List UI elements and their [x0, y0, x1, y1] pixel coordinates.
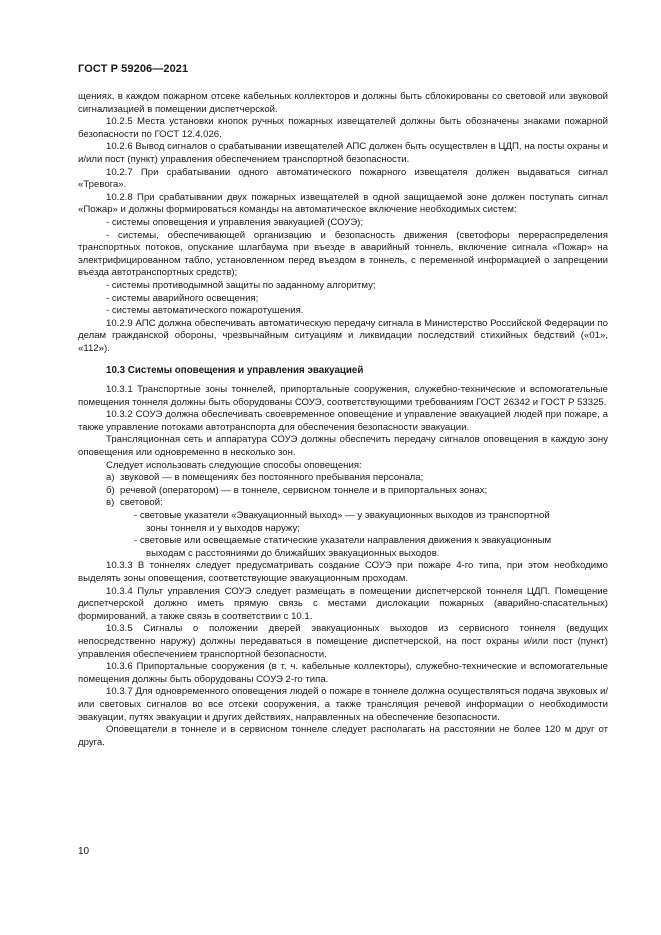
- sub-list-item: выходам с расстояниями до ближайших эвакуационных выходов.: [146, 547, 440, 559]
- paragraph: Следует использовать следующие способы оповещения:: [106, 459, 362, 471]
- paragraph: 10.3.7 Для одновременного оповещения людей о пожаре в тоннеле должна осуществляться подача звуковых и/или световых сигналов во все отсеки сооружения, а также трансляция речевой информации о необходимости эвакуации, путях эвакуации и других действиях, направленных на обеспечение безопасности.: [78, 686, 608, 723]
- paragraph: 10.2.8 При срабатывании двух пожарных извещателей в одной защищаемой зоне должен поступать сигнал «Пожар» и должны формироваться команды на автоматическое включение необходимых систем:: [78, 191, 608, 216]
- list-item: [78, 472, 608, 485]
- paragraph: 10.3.1 Транспортные зоны тоннелей, припортальные сооружения, служебно-технические и вспомогательные помещения тоннеля должны быть оборудованы СОУЭ, соответствующими требованиям ГОСТ 26342 и ГОСТ Р 53325.: [78, 384, 608, 408]
- document-body: [78, 91, 608, 749]
- section-heading: 10.3 Системы оповещения и управления эвакуацией: [106, 365, 364, 377]
- paragraph: 10.2.6 Вывод сигналов о срабатывании извещателей АПС должен быть осуществлен в ЦДП, на посты охраны и и/или пост (пункт) управления обеспечением транспортной безопасности.: [78, 141, 608, 165]
- paragraph: Оповещатели в тоннеле и в сервисном тоннеле следует располагать на расстоянии не более 120 м друг от друга.: [78, 724, 608, 748]
- sub-list-item: - световые указатели «Эвакуационный выход» — у эвакуационных выходов из транспортной: [134, 510, 550, 521]
- paragraph: - системы аварийного освещения;: [106, 292, 259, 304]
- paragraph: 10.3.2 СОУЭ должна обеспечивать своевременное оповещение и управление эвакуацией людей при пожаре, а также управление потоками автотранспорта для обеспечения безопасности эвакуации.: [78, 409, 608, 433]
- document-header: ГОСТ Р 59206—2021: [78, 63, 189, 75]
- list-marker: а): [106, 472, 115, 484]
- paragraph: 10.2.5 Места установки кнопок ручных пожарных извещателей должны быть обозначены знаками пожарной безопасности по ГОСТ 12.4.026.: [78, 116, 608, 140]
- page-number: 10: [78, 846, 90, 857]
- list-text: речевой (оператором) — в тоннеле, сервисном тоннеле и в припортальных зонах;: [120, 484, 488, 496]
- paragraph: 10.3.5 Сигналы о положении дверей эвакуационных выходов из сервисного тоннеля (ведущих непосредственно наружу) должны передаваться в помещение диспетчерской, на пост охраны и/или пост (пункт) управления обеспечением транспортной безопасности.: [78, 623, 608, 660]
- list-text: световой:: [120, 497, 163, 509]
- list-item: [78, 497, 608, 510]
- list-item: [78, 485, 608, 498]
- paragraph: - системы противодымной защиты по заданному алгоритму;: [106, 279, 376, 291]
- paragraph: 10.2.7 При срабатывании одного автоматического пожарного извещателя должен выдаваться сигнал «Тревога».: [78, 166, 608, 191]
- list-text: звуковой — в помещениях без постоянного пребывания персонала;: [120, 472, 424, 484]
- paragraph: 10.2.9 АПС должна обеспечивать автоматическую передачу сигнала в Министерство Российской Федерации по делам гражданской обороны, чрезвычайным ситуациям и ликвидации последствий стихийных бедствий («01», «112»).: [78, 317, 608, 354]
- paragraph: - системы автоматического пожаротушения.: [106, 305, 304, 317]
- sub-list-item: зоны тоннеля и у выходов наружу;: [146, 522, 300, 534]
- paragraph: Трансляционная сеть и аппаратура СОУЭ должны обеспечить передачу сигналов оповещения в каждую зону оповещения или одновременно в несколько зон.: [78, 434, 608, 459]
- sub-list-item: - световые или освещаемые статические указатели направления движения к эвакуационным: [134, 535, 552, 547]
- paragraph: 10.3.4 Пульт управления СОУЭ следует размещать в помещении диспетчерской тоннеля ЦДП. Помещение диспетчерской должно иметь прямую связь с местами дислокации пожарных (аварийно-спасательных) формирований, а также связь в соответствии с 10.1.: [78, 585, 608, 622]
- list-marker: в): [106, 497, 115, 509]
- paragraph: - системы, обеспечивающей организацию и безопасность движения (светофоры перераспределения транспортных потоков, опускание шлагбаума при въезде в аварийный тоннель, включение сигнала «Пожар» на электрифицированном табло, установленном перед въездом в тоннель, с переменной информацией о запрещении въезда автотранспортных средств);: [78, 229, 608, 279]
- paragraph: 10.3.3 В тоннелях следует предусматривать создание СОУЭ при пожаре 4-го типа, при этом необходимо выделять зоны оповещения, соответствующие эвакуационным проходам.: [78, 560, 608, 584]
- paragraph: щениях, в каждом пожарном отсеке кабельных коллекторов и должны быть сблокированы со световой или звуковой сигнализацией в помещении диспетчерской.: [78, 91, 608, 115]
- list-marker: б): [106, 484, 115, 496]
- paragraph: 10.3.6 Припортальные сооружения (в т. ч. кабельные коллекторы), служебно-технические и вспомогательные помещения должны быть оборудованы СОУЭ 2-го типа.: [78, 661, 608, 685]
- paragraph: - системы оповещения и управления эвакуацией (СОУЭ);: [106, 216, 364, 228]
